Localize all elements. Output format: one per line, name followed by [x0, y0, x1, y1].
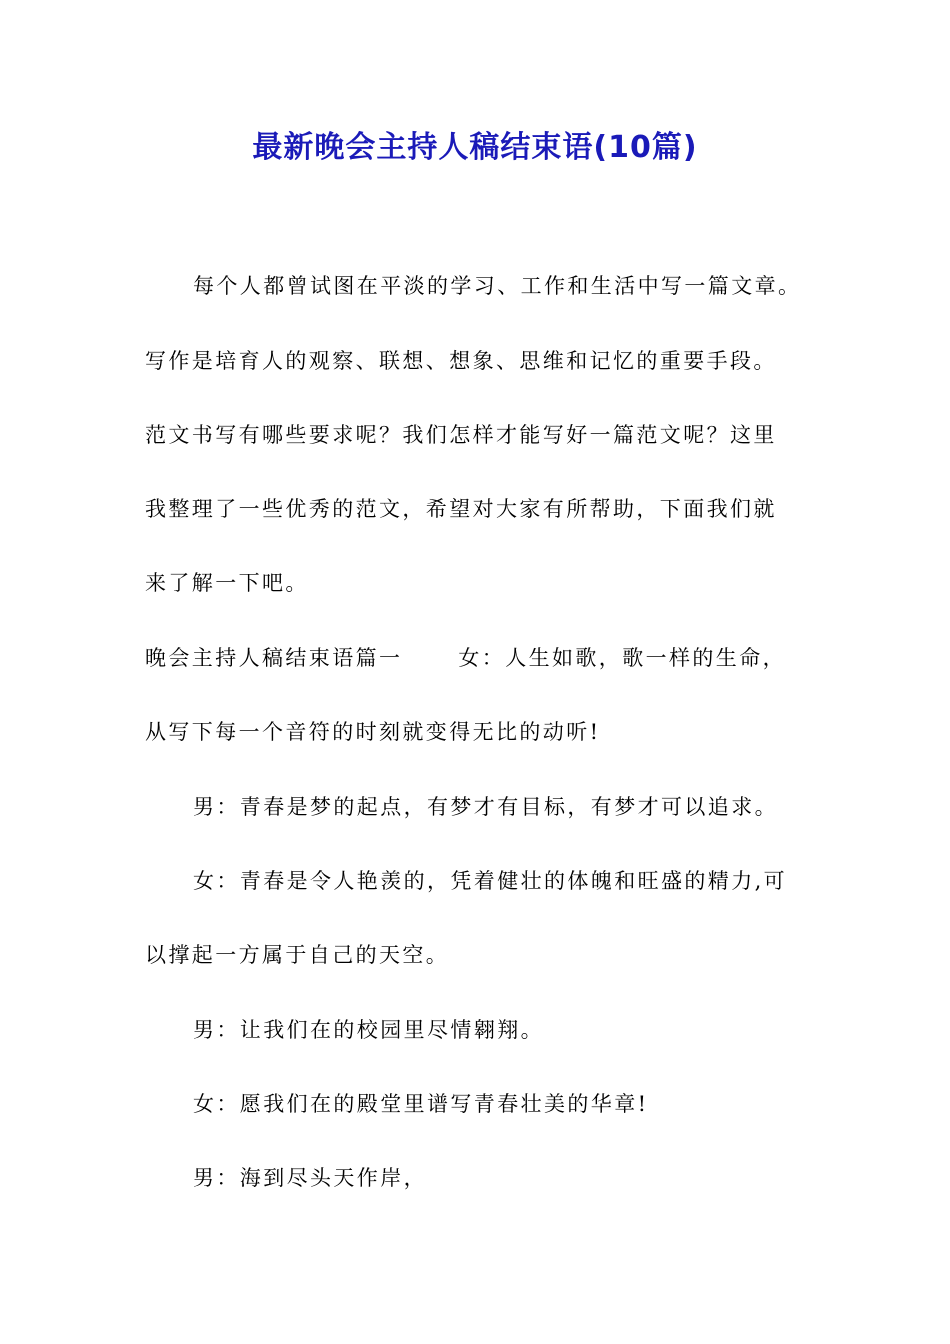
dialogue-line: 男：海到尽头天作岸，: [193, 1166, 427, 1190]
document-title: 最新晚会主持人稿结束语(10篇): [252, 130, 698, 165]
dialogue-line: 男：让我们在的校园里尽情翱翔。: [193, 1018, 544, 1042]
paragraph-line: 每个人都曾试图在平淡的学习、工作和生活中写一篇文章。: [193, 274, 802, 298]
dialogue-line: 女：愿我们在的殿堂里谱写青春壮美的华章!: [193, 1092, 649, 1116]
section-line: [145, 642, 825, 674]
paragraph-line: 来了解一下吧。: [145, 571, 309, 595]
dialogue-text: 女：人生如歌，歌一样的生命，: [458, 646, 787, 670]
dialogue-line: 男：青春是梦的起点，有梦才有目标，有梦才可以追求。: [193, 795, 778, 819]
paragraph-line: 我整理了一些优秀的范文，希望对大家有所帮助，下面我们就: [145, 497, 777, 521]
section-heading: 晚会主持人稿结束语篇一: [145, 646, 403, 670]
paragraph-line: 范文书写有哪些要求呢？我们怎样才能写好一篇范文呢？这里: [145, 423, 777, 447]
paragraph-line: 以撑起一方属于自己的天空。: [145, 943, 450, 967]
paragraph-line: 从写下每一个音符的时刻就变得无比的动听!: [145, 720, 601, 744]
paragraph-line: 写作是培育人的观察、联想、想象、思维和记忆的重要手段。: [145, 349, 777, 373]
dialogue-line: 女：青春是令人艳羡的，凭着健壮的体魄和旺盛的精力,可: [193, 869, 788, 893]
